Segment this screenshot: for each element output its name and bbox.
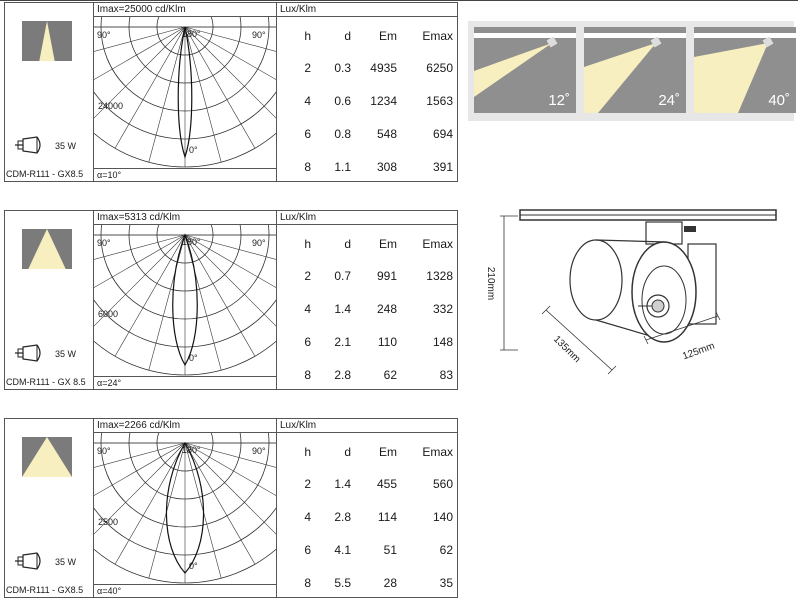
table-cell: 4.1 bbox=[334, 543, 351, 557]
lamp-column bbox=[4, 2, 94, 182]
spotlight-drawing bbox=[485, 200, 788, 395]
column-header: Emax bbox=[422, 445, 453, 459]
table-cell: 0.8 bbox=[334, 127, 351, 141]
beam-option-label: 24˚ bbox=[658, 92, 680, 109]
column-header: Em bbox=[379, 237, 397, 251]
photometric-entry bbox=[4, 210, 458, 390]
lamp-bulb-icon bbox=[15, 135, 49, 160]
lamp-type-label: CDM-R111 - GX8.5 bbox=[6, 585, 84, 595]
table-cell: 308 bbox=[376, 160, 397, 174]
beam-option-label: 12˚ bbox=[548, 92, 570, 109]
grid-spoke bbox=[94, 443, 185, 542]
beam-alpha-label: α=24° bbox=[94, 376, 276, 389]
table-row bbox=[277, 510, 457, 526]
beam-alpha-label: α=10° bbox=[94, 168, 276, 181]
table-cell: 114 bbox=[377, 510, 397, 524]
column-header: d bbox=[344, 445, 351, 459]
polar-grid bbox=[94, 433, 276, 583]
table-row bbox=[277, 543, 457, 559]
grid-spoke bbox=[185, 27, 255, 148]
imax-label: Imax=5313 cd/Klm bbox=[94, 211, 276, 225]
polar-diagram bbox=[94, 225, 276, 377]
beam-thumbnail bbox=[22, 21, 72, 61]
grid-spoke bbox=[185, 27, 221, 162]
column-header: d bbox=[344, 29, 351, 43]
table-cell: 6250 bbox=[426, 61, 453, 75]
table-cell: 35 bbox=[439, 576, 453, 590]
grid-spoke bbox=[185, 443, 276, 542]
lamp-bulb-icon bbox=[15, 551, 49, 576]
table-header-row bbox=[277, 445, 457, 461]
table-cell: 991 bbox=[376, 269, 397, 283]
table-cell: 2.8 bbox=[334, 368, 351, 382]
table-cell: 2 bbox=[304, 61, 311, 75]
table-row bbox=[277, 94, 457, 110]
lamp-type-label: CDM-R111 - GX 8.5 bbox=[6, 377, 86, 387]
polar-diagram-column bbox=[93, 2, 277, 182]
ring-value-label: 2500 bbox=[98, 517, 119, 527]
table-cell: 4935 bbox=[370, 61, 397, 75]
polar-grid bbox=[94, 17, 276, 167]
table-cell: 5.5 bbox=[334, 576, 351, 590]
table-row bbox=[277, 335, 457, 351]
table-header-row bbox=[277, 237, 457, 253]
label-90-left: 90° bbox=[97, 238, 111, 248]
lamp-column bbox=[4, 210, 94, 390]
label-90-right: 90° bbox=[252, 238, 266, 248]
table-cell: 8 bbox=[304, 576, 311, 590]
table-cell: 2.1 bbox=[334, 335, 351, 349]
column-header: h bbox=[304, 237, 311, 251]
table-cell: 83 bbox=[439, 368, 453, 382]
table-cell: 1.1 bbox=[334, 160, 351, 174]
table-cell: 248 bbox=[376, 302, 397, 316]
beam-angle-options bbox=[468, 21, 794, 121]
table-row bbox=[277, 269, 457, 285]
table-cell: 1.4 bbox=[334, 477, 351, 491]
illuminance-table bbox=[276, 418, 458, 598]
imax-label: Imax=2266 cd/Klm bbox=[94, 419, 276, 433]
beam-thumbnail bbox=[22, 437, 72, 477]
photometric-entry bbox=[4, 2, 458, 182]
lux-header: Lux/Klm bbox=[277, 419, 457, 433]
table-cell: 8 bbox=[304, 160, 311, 174]
table-cell: 6 bbox=[304, 127, 311, 141]
grid-spoke bbox=[115, 443, 185, 564]
label-180: 180° bbox=[182, 237, 201, 247]
table-cell: 0.6 bbox=[334, 94, 351, 108]
table-row bbox=[277, 477, 457, 493]
table-row bbox=[277, 368, 457, 384]
grid-spoke bbox=[115, 235, 185, 356]
wattage-label: 35 W bbox=[55, 557, 77, 567]
table-cell: 2 bbox=[304, 269, 311, 283]
column-header: h bbox=[304, 445, 311, 459]
imax-label: Imax=25000 cd/Klm bbox=[94, 3, 276, 17]
table-cell: 548 bbox=[376, 127, 397, 141]
grid-spoke bbox=[185, 443, 255, 564]
grid-spoke bbox=[94, 27, 185, 126]
table-cell: 8 bbox=[304, 368, 311, 382]
table-cell: 4 bbox=[304, 94, 311, 108]
table-header-row bbox=[277, 29, 457, 45]
label-180: 180° bbox=[182, 445, 201, 455]
beam-option-12[interactable] bbox=[474, 27, 576, 113]
label-90-right: 90° bbox=[252, 30, 266, 40]
label-0: 0° bbox=[189, 353, 198, 363]
lux-header: Lux/Klm bbox=[277, 211, 457, 225]
table-cell: 1328 bbox=[426, 269, 453, 283]
spotlight-line-art bbox=[488, 200, 788, 390]
table-cell: 110 bbox=[377, 335, 397, 349]
table-cell: 0.3 bbox=[334, 61, 351, 75]
label-90-left: 90° bbox=[97, 30, 111, 40]
beam-option-40[interactable] bbox=[694, 27, 796, 113]
grid-spoke bbox=[185, 235, 276, 334]
table-cell: 694 bbox=[432, 127, 453, 141]
table-cell: 2 bbox=[304, 477, 311, 491]
grid-spoke bbox=[149, 27, 185, 162]
illuminance-table bbox=[276, 2, 458, 182]
lamp-column bbox=[4, 418, 94, 598]
table-cell: 1563 bbox=[426, 94, 453, 108]
column-header: Emax bbox=[422, 29, 453, 43]
photometric-entry bbox=[4, 418, 458, 598]
table-cell: 4 bbox=[304, 510, 311, 524]
beam-option-label: 40˚ bbox=[768, 92, 790, 109]
grid-spoke bbox=[115, 27, 185, 148]
label-0: 0° bbox=[189, 145, 198, 155]
label-0: 0° bbox=[189, 561, 198, 571]
table-cell: 62 bbox=[383, 368, 397, 382]
grid-spoke bbox=[185, 27, 276, 126]
diameter-dimension: 125mm bbox=[681, 340, 717, 363]
table-cell: 560 bbox=[432, 477, 453, 491]
table-cell: 62 bbox=[439, 543, 453, 557]
lux-header: Lux/Klm bbox=[277, 3, 457, 17]
table-cell: 28 bbox=[383, 576, 397, 590]
column-header: Em bbox=[379, 29, 397, 43]
table-cell: 1234 bbox=[370, 94, 397, 108]
table-cell: 51 bbox=[383, 543, 397, 557]
table-cell: 6 bbox=[304, 543, 311, 557]
table-row bbox=[277, 576, 457, 592]
table-cell: 455 bbox=[376, 477, 397, 491]
table-cell: 332 bbox=[432, 302, 453, 316]
column-header: Em bbox=[379, 445, 397, 459]
illuminance-table bbox=[276, 210, 458, 390]
column-header: d bbox=[344, 237, 351, 251]
table-cell: 148 bbox=[432, 335, 453, 349]
lamp-bulb-icon bbox=[15, 343, 49, 368]
beam-alpha-label: α=40° bbox=[94, 584, 276, 597]
table-cell: 4 bbox=[304, 302, 311, 316]
column-header: h bbox=[304, 29, 311, 43]
grid-spoke bbox=[94, 235, 185, 334]
grid-spoke bbox=[185, 235, 255, 356]
table-row bbox=[277, 127, 457, 143]
table-cell: 140 bbox=[432, 510, 453, 524]
polar-diagram-column bbox=[93, 210, 277, 390]
ring-value-label: 6000 bbox=[98, 309, 119, 319]
polar-diagram bbox=[94, 17, 276, 169]
grid-spoke bbox=[149, 235, 185, 370]
grid-spoke bbox=[185, 235, 221, 370]
polar-grid bbox=[94, 225, 276, 375]
height-dimension: 210mm bbox=[485, 266, 497, 301]
polar-diagram-column bbox=[93, 418, 277, 598]
table-row bbox=[277, 160, 457, 176]
table-cell: 1.4 bbox=[334, 302, 351, 316]
label-90-right: 90° bbox=[252, 446, 266, 456]
beam-option-24[interactable] bbox=[584, 27, 686, 113]
column-header: Emax bbox=[422, 237, 453, 251]
label-90-left: 90° bbox=[97, 446, 111, 456]
polar-diagram bbox=[94, 433, 276, 585]
beam-thumbnail bbox=[22, 229, 72, 269]
table-cell: 2.8 bbox=[334, 510, 351, 524]
table-cell: 391 bbox=[432, 160, 453, 174]
label-180: 180° bbox=[182, 29, 201, 39]
table-row bbox=[277, 302, 457, 318]
top-rule bbox=[0, 0, 798, 1]
lamp-type-label: CDM-R111 - GX8.5 bbox=[6, 169, 84, 179]
ring-value-label: 24000 bbox=[98, 101, 124, 111]
table-cell: 0.7 bbox=[334, 269, 351, 283]
table-row bbox=[277, 61, 457, 77]
wattage-label: 35 W bbox=[55, 141, 77, 151]
table-cell: 6 bbox=[304, 335, 311, 349]
depth-dimension: 135mm bbox=[550, 333, 583, 366]
wattage-label: 35 W bbox=[55, 349, 77, 359]
